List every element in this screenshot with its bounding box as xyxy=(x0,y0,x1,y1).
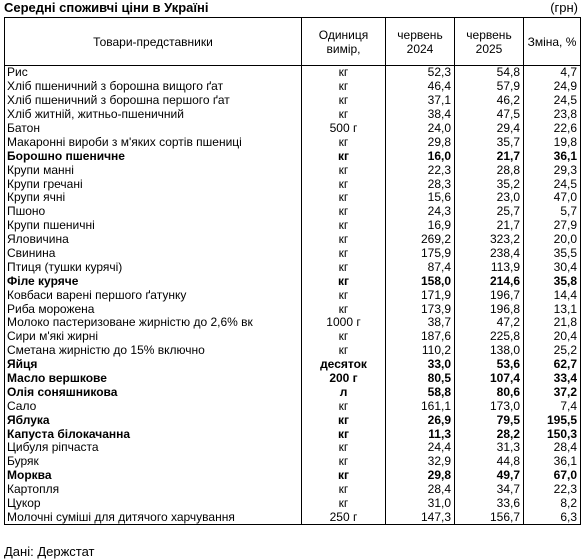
price-2025-cell: 23,0 xyxy=(455,191,524,205)
product-name-cell: Буряк xyxy=(5,455,302,469)
price-2025-cell: 113,9 xyxy=(455,260,524,274)
table-row xyxy=(5,108,581,122)
change-percent-cell: 8,2 xyxy=(524,497,581,511)
table-row xyxy=(5,94,581,108)
change-percent-cell: 24,9 xyxy=(524,80,581,94)
table-row xyxy=(5,427,581,441)
product-name-cell: Птиця (тушки курячі) xyxy=(5,260,302,274)
price-2025-cell: 49,7 xyxy=(455,469,524,483)
source-note: Дані: Держстат xyxy=(4,544,95,559)
header-product: Товари-представники xyxy=(5,18,302,66)
product-name-cell: Ковбаси варені першого ґатунку xyxy=(5,288,302,302)
product-name-cell: Макаронні вироби з м'яких сортів пшениці xyxy=(5,135,302,149)
price-2025-cell: 196,7 xyxy=(455,288,524,302)
header-june-2024-line1: червень xyxy=(397,27,443,42)
unit-cell: кг xyxy=(302,94,386,108)
unit-cell: кг xyxy=(302,191,386,205)
unit-cell: кг xyxy=(302,149,386,163)
unit-cell: кг xyxy=(302,399,386,413)
table-row xyxy=(5,219,581,233)
product-name-cell: Капуста білокачанна xyxy=(5,427,302,441)
price-2025-cell: 21,7 xyxy=(455,219,524,233)
product-name-cell: Картопля xyxy=(5,483,302,497)
table-row xyxy=(5,302,581,316)
product-name-cell: Цукор xyxy=(5,497,302,511)
change-percent-cell: 36,1 xyxy=(524,455,581,469)
header-june-2025-line2: 2025 xyxy=(475,41,503,56)
header-june-2024 xyxy=(386,18,455,66)
price-2025-cell: 53,6 xyxy=(455,358,524,372)
product-name-cell: Яловичина xyxy=(5,233,302,247)
price-2024-cell: 31,0 xyxy=(386,497,455,511)
product-name-cell: Хліб пшеничний з борошна вищого ґат xyxy=(5,80,302,94)
unit-cell: кг xyxy=(302,205,386,219)
price-2024-cell: 147,3 xyxy=(386,511,455,525)
price-2025-cell: 33,6 xyxy=(455,497,524,511)
header-june-2024-line2: 2024 xyxy=(406,41,434,56)
change-percent-cell: 28,4 xyxy=(524,441,581,455)
table-row xyxy=(5,80,581,94)
change-percent-cell: 20,0 xyxy=(524,233,581,247)
table-row xyxy=(5,483,581,497)
price-2025-cell: 46,2 xyxy=(455,94,524,108)
price-2024-cell: 29,8 xyxy=(386,135,455,149)
change-percent-cell: 150,3 xyxy=(524,427,581,441)
change-percent-cell: 24,5 xyxy=(524,94,581,108)
product-name-cell: Сало xyxy=(5,399,302,413)
table-body xyxy=(5,66,581,525)
unit-cell: кг xyxy=(302,66,386,80)
table-row xyxy=(5,385,581,399)
change-percent-cell: 7,4 xyxy=(524,399,581,413)
price-2025-cell: 47,5 xyxy=(455,108,524,122)
product-name-cell: Яйця xyxy=(5,358,302,372)
table-row xyxy=(5,288,581,302)
change-percent-cell: 36,1 xyxy=(524,149,581,163)
price-2025-cell: 214,6 xyxy=(455,274,524,288)
price-2024-cell: 46,4 xyxy=(386,80,455,94)
price-2024-cell: 171,9 xyxy=(386,288,455,302)
table-row xyxy=(5,274,581,288)
table-row xyxy=(5,233,581,247)
price-2025-cell: 80,6 xyxy=(455,385,524,399)
change-percent-cell: 22,6 xyxy=(524,122,581,136)
unit-cell: кг xyxy=(302,108,386,122)
product-name-cell: Філе куряче xyxy=(5,274,302,288)
change-percent-cell: 62,7 xyxy=(524,358,581,372)
product-name-cell: Крупи ячні xyxy=(5,191,302,205)
table-row xyxy=(5,177,581,191)
table-header-row xyxy=(5,18,581,66)
product-name-cell: Молоко пастеризоване жирністю до 2,6% вк xyxy=(5,316,302,330)
price-2024-cell: 11,3 xyxy=(386,427,455,441)
title-row xyxy=(0,0,584,17)
price-2024-cell: 173,9 xyxy=(386,302,455,316)
header-june-2025-line1: червень xyxy=(466,27,512,42)
table-row xyxy=(5,511,581,525)
unit-cell: кг xyxy=(302,274,386,288)
change-percent-cell: 195,5 xyxy=(524,413,581,427)
table-row xyxy=(5,497,581,511)
price-2025-cell: 29,4 xyxy=(455,122,524,136)
change-percent-cell: 30,4 xyxy=(524,260,581,274)
header-change: Зміна, % xyxy=(524,18,581,66)
unit-cell: кг xyxy=(302,80,386,94)
change-percent-cell: 20,4 xyxy=(524,330,581,344)
price-2025-cell: 28,8 xyxy=(455,163,524,177)
unit-cell: десяток xyxy=(302,358,386,372)
table-row xyxy=(5,469,581,483)
change-percent-cell: 35,5 xyxy=(524,247,581,261)
change-percent-cell: 47,0 xyxy=(524,191,581,205)
price-2024-cell: 175,9 xyxy=(386,247,455,261)
price-2025-cell: 35,2 xyxy=(455,177,524,191)
price-2025-cell: 25,7 xyxy=(455,205,524,219)
price-2024-cell: 33,0 xyxy=(386,358,455,372)
table-row xyxy=(5,316,581,330)
table-row xyxy=(5,260,581,274)
currency-unit-note: (грн) xyxy=(550,0,578,15)
unit-cell: кг xyxy=(302,177,386,191)
change-percent-cell: 27,9 xyxy=(524,219,581,233)
price-2024-cell: 16,0 xyxy=(386,149,455,163)
price-2024-cell: 15,6 xyxy=(386,191,455,205)
header-june-2025 xyxy=(455,18,524,66)
table-row xyxy=(5,122,581,136)
unit-cell: кг xyxy=(302,413,386,427)
product-name-cell: Хліб пшеничний з борошна першого ґат xyxy=(5,94,302,108)
price-2025-cell: 54,8 xyxy=(455,66,524,80)
price-2025-cell: 31,3 xyxy=(455,441,524,455)
table-row xyxy=(5,344,581,358)
table-row xyxy=(5,247,581,261)
price-2024-cell: 80,5 xyxy=(386,372,455,386)
unit-cell: 250 г xyxy=(302,511,386,525)
price-2024-cell: 28,4 xyxy=(386,483,455,497)
table-row xyxy=(5,441,581,455)
table-row xyxy=(5,399,581,413)
price-2024-cell: 24,0 xyxy=(386,122,455,136)
unit-cell: кг xyxy=(302,219,386,233)
product-name-cell: Молочні суміші для дитячого харчування xyxy=(5,511,302,525)
unit-cell: кг xyxy=(302,427,386,441)
price-2024-cell: 87,4 xyxy=(386,260,455,274)
table-row xyxy=(5,66,581,80)
price-2024-cell: 29,8 xyxy=(386,469,455,483)
price-2025-cell: 28,2 xyxy=(455,427,524,441)
unit-cell: кг xyxy=(302,233,386,247)
change-percent-cell: 33,4 xyxy=(524,372,581,386)
price-2024-cell: 58,8 xyxy=(386,385,455,399)
price-2025-cell: 34,7 xyxy=(455,483,524,497)
unit-cell: кг xyxy=(302,483,386,497)
price-2025-cell: 35,7 xyxy=(455,135,524,149)
table-title: Середні споживчі ціни в Україні xyxy=(4,0,209,15)
unit-cell: кг xyxy=(302,469,386,483)
product-name-cell: Крупи пшеничні xyxy=(5,219,302,233)
table-row xyxy=(5,191,581,205)
product-name-cell: Крупи гречані xyxy=(5,177,302,191)
unit-cell: кг xyxy=(302,497,386,511)
price-2025-cell: 107,4 xyxy=(455,372,524,386)
price-2025-cell: 44,8 xyxy=(455,455,524,469)
table-row xyxy=(5,163,581,177)
unit-cell: кг xyxy=(302,441,386,455)
change-percent-cell: 25,2 xyxy=(524,344,581,358)
unit-cell: 200 г xyxy=(302,372,386,386)
unit-cell: л xyxy=(302,385,386,399)
price-2024-cell: 37,1 xyxy=(386,94,455,108)
change-percent-cell: 67,0 xyxy=(524,469,581,483)
price-2024-cell: 158,0 xyxy=(386,274,455,288)
product-name-cell: Хліб житній, житньо-пшеничний xyxy=(5,108,302,122)
change-percent-cell: 4,7 xyxy=(524,66,581,80)
price-2024-cell: 110,2 xyxy=(386,344,455,358)
price-2025-cell: 47,2 xyxy=(455,316,524,330)
product-name-cell: Свинина xyxy=(5,247,302,261)
price-2024-cell: 269,2 xyxy=(386,233,455,247)
price-2025-cell: 138,0 xyxy=(455,344,524,358)
change-percent-cell: 23,8 xyxy=(524,108,581,122)
price-2025-cell: 196,8 xyxy=(455,302,524,316)
change-percent-cell: 29,3 xyxy=(524,163,581,177)
table-row xyxy=(5,205,581,219)
price-2024-cell: 24,3 xyxy=(386,205,455,219)
product-name-cell: Риба морожена xyxy=(5,302,302,316)
price-2025-cell: 21,7 xyxy=(455,149,524,163)
change-percent-cell: 14,4 xyxy=(524,288,581,302)
change-percent-cell: 35,8 xyxy=(524,274,581,288)
price-2024-cell: 32,9 xyxy=(386,455,455,469)
price-2025-cell: 238,4 xyxy=(455,247,524,261)
price-2024-cell: 187,6 xyxy=(386,330,455,344)
table-row xyxy=(5,358,581,372)
unit-cell: кг xyxy=(302,135,386,149)
product-name-cell: Крупи манні xyxy=(5,163,302,177)
product-name-cell: Батон xyxy=(5,122,302,136)
product-name-cell: Масло вершкове xyxy=(5,372,302,386)
product-name-cell: Яблука xyxy=(5,413,302,427)
unit-cell: кг xyxy=(302,302,386,316)
header-unit-line2: вимір, xyxy=(326,41,361,56)
unit-cell: 1000 г xyxy=(302,316,386,330)
change-percent-cell: 24,5 xyxy=(524,177,581,191)
product-name-cell: Сири м'які жирні xyxy=(5,330,302,344)
product-name-cell: Морква xyxy=(5,469,302,483)
change-percent-cell: 22,3 xyxy=(524,483,581,497)
table-row xyxy=(5,135,581,149)
price-2025-cell: 57,9 xyxy=(455,80,524,94)
price-2024-cell: 38,4 xyxy=(386,108,455,122)
price-2024-cell: 24,4 xyxy=(386,441,455,455)
price-2024-cell: 22,3 xyxy=(386,163,455,177)
header-unit-line1: Одиниця xyxy=(318,27,369,42)
table-row xyxy=(5,413,581,427)
price-2025-cell: 225,8 xyxy=(455,330,524,344)
change-percent-cell: 6,3 xyxy=(524,511,581,525)
unit-cell: кг xyxy=(302,247,386,261)
unit-cell: 500 г xyxy=(302,122,386,136)
price-2024-cell: 52,3 xyxy=(386,66,455,80)
table-row xyxy=(5,330,581,344)
product-name-cell: Цибуля ріпчаста xyxy=(5,441,302,455)
price-2025-cell: 156,7 xyxy=(455,511,524,525)
unit-cell: кг xyxy=(302,288,386,302)
change-percent-cell: 13,1 xyxy=(524,302,581,316)
product-name-cell: Борошно пшеничне xyxy=(5,149,302,163)
unit-cell: кг xyxy=(302,330,386,344)
change-percent-cell: 37,2 xyxy=(524,385,581,399)
product-name-cell: Сметана жирністю до 15% включно xyxy=(5,344,302,358)
table-row xyxy=(5,149,581,163)
change-percent-cell: 19,8 xyxy=(524,135,581,149)
unit-cell: кг xyxy=(302,260,386,274)
price-2024-cell: 161,1 xyxy=(386,399,455,413)
table-row xyxy=(5,455,581,469)
unit-cell: кг xyxy=(302,163,386,177)
change-percent-cell: 21,8 xyxy=(524,316,581,330)
price-2025-cell: 323,2 xyxy=(455,233,524,247)
prices-table xyxy=(4,17,581,525)
price-2024-cell: 28,3 xyxy=(386,177,455,191)
price-2024-cell: 16,9 xyxy=(386,219,455,233)
unit-cell: кг xyxy=(302,455,386,469)
table-row xyxy=(5,372,581,386)
price-2024-cell: 38,7 xyxy=(386,316,455,330)
product-name-cell: Олія соняшникова xyxy=(5,385,302,399)
product-name-cell: Рис xyxy=(5,66,302,80)
price-2025-cell: 173,0 xyxy=(455,399,524,413)
unit-cell: кг xyxy=(302,344,386,358)
price-2024-cell: 26,9 xyxy=(386,413,455,427)
price-2025-cell: 79,5 xyxy=(455,413,524,427)
product-name-cell: Пшоно xyxy=(5,205,302,219)
change-percent-cell: 5,7 xyxy=(524,205,581,219)
header-unit xyxy=(302,18,386,66)
